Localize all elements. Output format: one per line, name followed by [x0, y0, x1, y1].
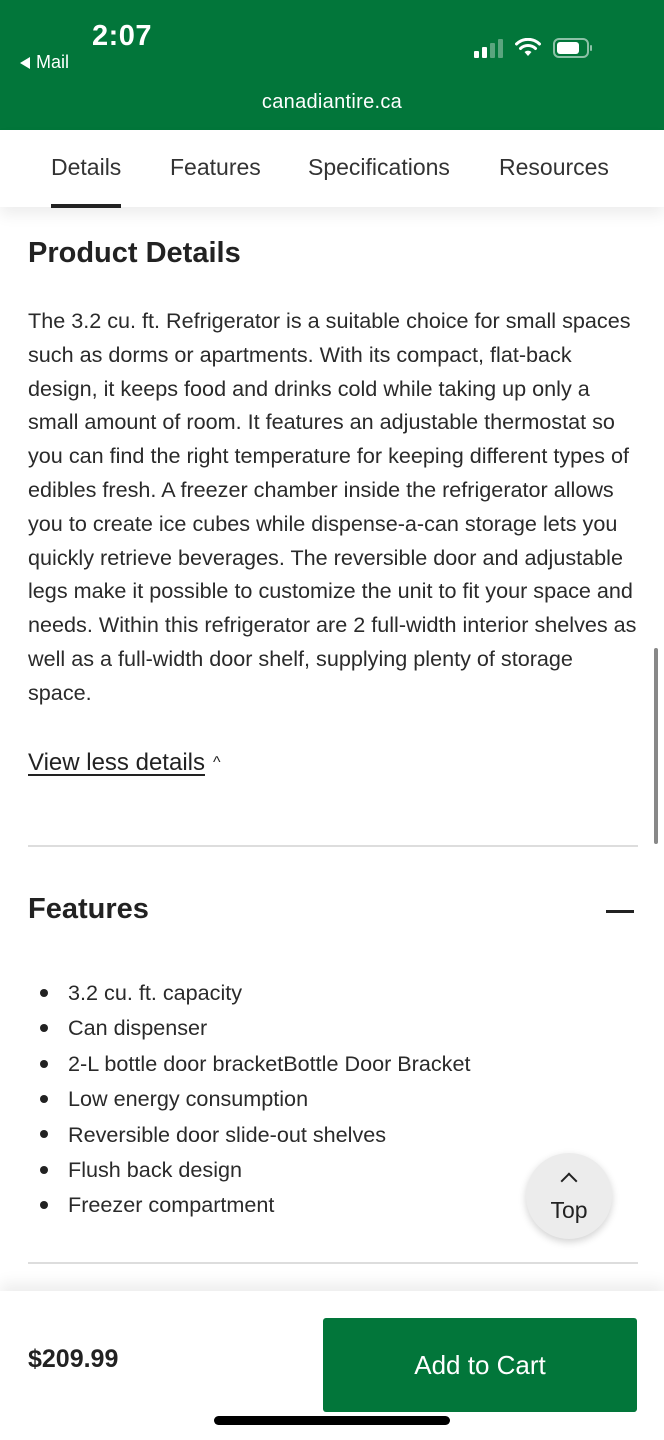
add-to-cart-button[interactable]: Add to Cart: [323, 1318, 637, 1412]
back-to-mail-button[interactable]: [20, 52, 69, 73]
list-item: 2-L bottle door bracketBottle Door Bracket: [40, 1046, 471, 1081]
status-time: 2:07: [92, 20, 153, 52]
back-to-top-button[interactable]: [526, 1153, 612, 1239]
list-item: Freezer compartment: [40, 1187, 471, 1222]
collapse-minus-icon[interactable]: [606, 910, 634, 913]
bottom-purchase-bar: [0, 1291, 664, 1440]
tab-specifications[interactable]: Specifications: [308, 154, 450, 180]
wifi-icon: [515, 38, 541, 58]
scrollbar[interactable]: [654, 648, 658, 844]
product-details-title: Product Details: [28, 237, 241, 269]
tab-resources[interactable]: Resources: [499, 154, 609, 180]
features-title: Features: [28, 893, 149, 925]
battery-icon: [553, 38, 589, 58]
list-item: 3.2 cu. ft. capacity: [40, 975, 471, 1010]
back-app-label: Mail: [36, 52, 70, 72]
list-item: Low energy consumption: [40, 1081, 471, 1116]
home-indicator[interactable]: [214, 1416, 450, 1425]
product-description: The 3.2 cu. ft. Refrigerator is a suitable choice for small spaces such as dorms or apartments. With its compact, flat-back design, it keeps food and drinks cold while taking up only a small amount of room. It features an adjustable thermostat so you can find the right temperature for keeping different types of edibles fresh. A freezer chamber inside the refrigerator allows you to create ice cubes while dispense-a-can storage lets you quickly retrieve beverages. The reversible door and adjustable legs make it possible to customize the unit to fit your space and needs. Within this refrigerator are 2 full-width interior shelves as well as a full-width door shelf, supplying plenty of storage space.: [28, 308, 637, 705]
features-list: [40, 975, 471, 1223]
chevron-up-icon: [561, 1172, 578, 1189]
list-item: Flush back design: [40, 1152, 471, 1187]
list-item: Reversible door slide-out shelves: [40, 1117, 471, 1152]
tab-features[interactable]: Features: [170, 154, 261, 180]
signal-icon: [474, 38, 503, 58]
status-icons: [474, 38, 589, 58]
view-less-label: View less details: [28, 749, 205, 776]
list-item: Can dispenser: [40, 1010, 471, 1045]
section-divider: [28, 845, 638, 847]
section-divider: [28, 1262, 638, 1264]
price: $209.99: [28, 1345, 119, 1373]
view-less-details-link[interactable]: [28, 749, 221, 777]
top-label: Top: [550, 1196, 588, 1223]
tab-details[interactable]: Details: [51, 154, 122, 180]
url-bar[interactable]: canadiantire.ca: [261, 91, 403, 113]
back-triangle-icon: [20, 57, 30, 69]
chevron-up-icon: ^: [212, 754, 221, 771]
status-bar: [0, 0, 664, 130]
tab-bar: [0, 130, 664, 207]
